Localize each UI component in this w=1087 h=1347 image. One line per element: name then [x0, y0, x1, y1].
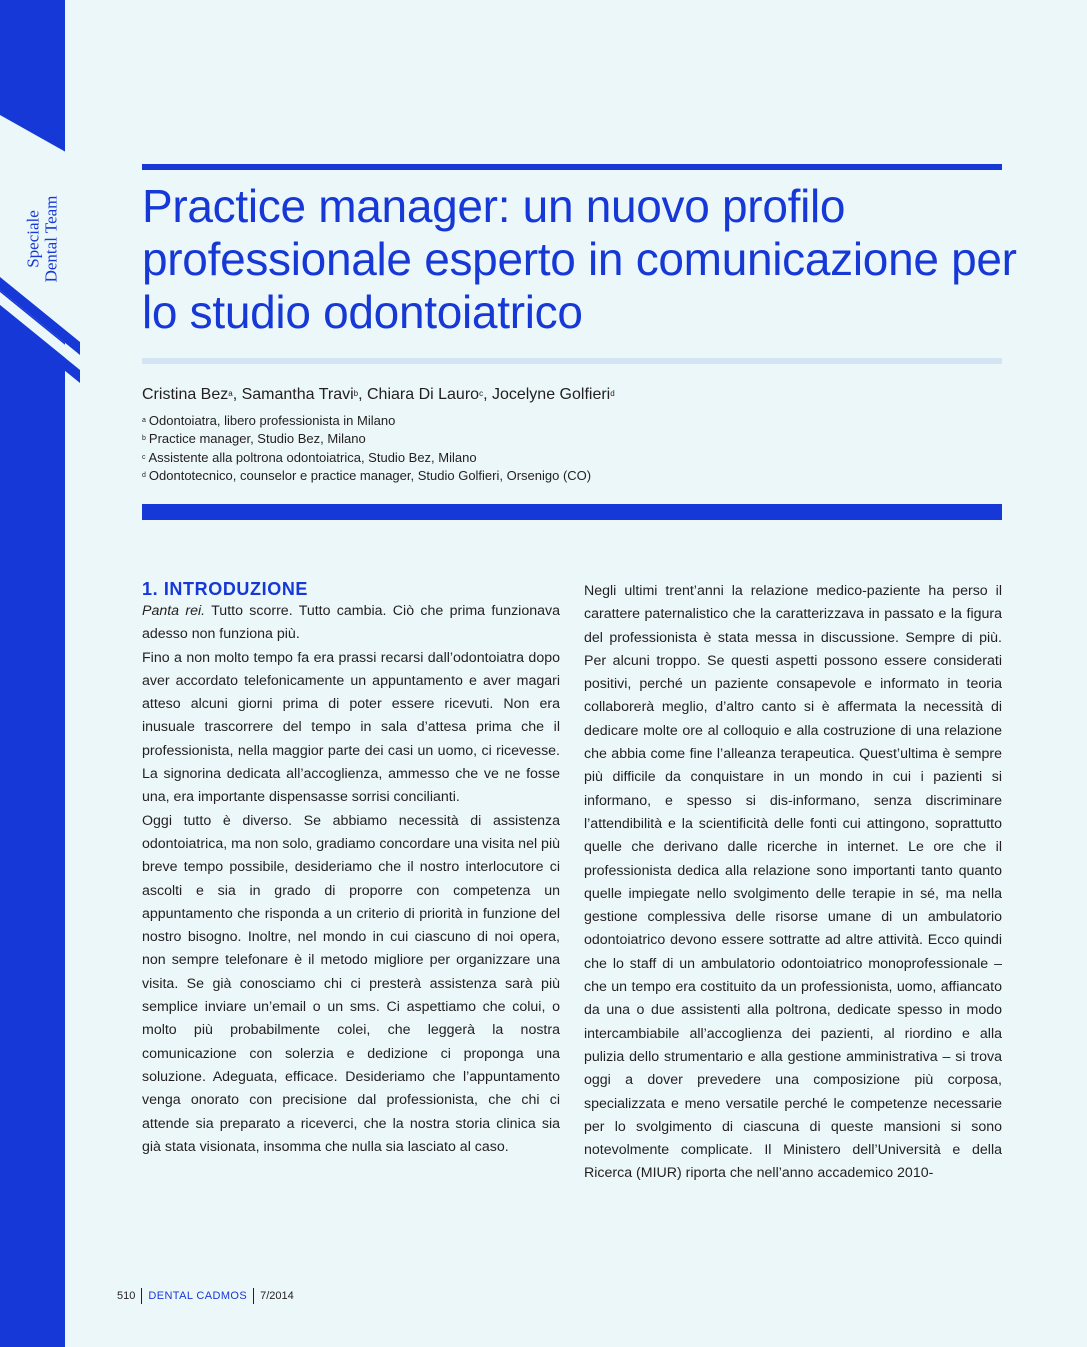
- paragraph-text: Tutto scorre. Tutto cambia. Ciò che prima funzionava adesso non funziona più.: [142, 603, 560, 643]
- affiliation-list: [142, 412, 1002, 485]
- section-tab-line2: Dental Team: [41, 195, 60, 283]
- author-name: Cristina Bez: [142, 386, 229, 403]
- affiliation-mark: a: [142, 417, 146, 424]
- section-tab-line1: Speciale: [23, 210, 42, 268]
- affiliation-mark: d: [142, 471, 146, 479]
- issue-number: 7/2014: [260, 1290, 294, 1302]
- affiliation-text: Practice manager, Studio Bez, Milano: [148, 431, 366, 447]
- section-tab-label: [20, 184, 64, 294]
- author-name: Chiara Di Lauro: [367, 386, 480, 403]
- affiliation-mark: b: [142, 435, 146, 443]
- title-top-rule: [142, 164, 1002, 170]
- paragraph: Negli ultimi trent’anni la relazione medico-paziente ha perso il carattere paternalistico che la caratterizzava in passato e la figura del professionista è stata messa in discussione. Sempre di più. Per alcuni troppo. Se questi aspetti possono essere considerati positivi, perché un paziente consapevole e informato in teoria collaborerà meglio, d’altro canto si è affermata la necessità di dedicare molte ore al colloquio e alla costruzione di una relazione che abbia come fine l’alleanza terapeutica. Quest’ultima è sempre più difficile da conquistare in un mondo in cui i pazienti si informano, e spesso si dis-informano, senza discriminare l’attendibilità e la scientificità delle fonti cui attingono, soprattutto quelle che derivano dalle ricerche in internet. Le ore che il professionista dedica alla relazione sono importanti tanto quanto quelle impiegate nello svolgimento delle terapie in sé, ma nella gestione complessiva delle risorse umane di un ambulatorio odontoiatrico devono essere sottratte ad altre attività. Ecco quindi che lo staff di un ambulatorio odontoiatrico monoprofessionale – che un tempo era costituito da un professionista, uomo, affiancato da una o due assistenti alla poltrona, dedicate spesso in modo intercambiabile all’accoglienza dei pazienti, al riordino e alla pulizia dello strumentario e alla gestione amministrativa – si trova oggi a dover prevedere una composizione più corposa, specializzata e meno versatile perché le competenze necessarie per lo svolgimento di ciascuna di queste mansioni si sono notevolmente complicate. Il Ministero dell’Università e della Ricerca (MIUR) riporta che nell’anno accademico 2010-: [584, 583, 1002, 1182]
- affiliation-text: Assistente alla poltrona odontoiatrica, Studio Bez, Milano: [148, 449, 477, 465]
- author-list: Cristina Bez$^a$, Samantha Travi$^b$, Chiara Di Lauro$^c$, Jocelyne Golfieri$^d$: [142, 386, 615, 403]
- footer-separator: [253, 1288, 254, 1304]
- author-mark: b: [353, 389, 359, 398]
- page-footer: [117, 1287, 294, 1305]
- page-number: 510: [117, 1290, 136, 1302]
- section-number: 1.: [142, 579, 159, 599]
- author-mark: a: [228, 389, 233, 398]
- affiliation-item: [142, 467, 1002, 485]
- italic-phrase: Panta rei.: [142, 603, 206, 619]
- author-name: Samantha Travi: [241, 386, 354, 403]
- paragraph: Fino a non molto tempo fa era prassi recarsi dall’odontoiatra dopo aver accordato telefonicamente un appuntamento e aver magari atteso alcuni giorni prima di poter essere ricevuti. Non era inusuale trascorrere del tempo in sala d’attesa prima che il professionista, nella maggior parte dei casi un uomo, ci ricevesse. La signorina dedicata all’accoglienza, ammesso che ve ne fosse una, era importante dispensasse sorrisi concilianti.: [142, 649, 560, 806]
- header-divider-bar: [142, 504, 1002, 520]
- footer-separator: [141, 1288, 142, 1304]
- section-heading: [142, 578, 560, 600]
- affiliation-item: [142, 412, 1002, 430]
- journal-name: DENTAL CADMOS: [148, 1290, 248, 1302]
- title-bottom-rule: [142, 358, 1002, 364]
- affiliation-text: Odontotecnico, counselor e practice manager, Studio Golfieri, Orsenigo (CO): [148, 467, 592, 483]
- article-title: Practice manager: un nuovo profilo professionale esperto in comunicazione per lo studio odontoiatrico: [142, 180, 1017, 338]
- section-title: INTRODUZIONE: [163, 579, 309, 599]
- paragraph: [142, 600, 560, 647]
- left-column: [142, 578, 560, 1159]
- right-column: [584, 580, 1002, 1186]
- paragraph: Oggi tutto è diverso. Se abbiamo necessità di assistenza odontoiatrica, ma non solo, gradiamo concordare una visita nel più breve tempo possibile, desideriamo che il nostro interlocutore ci ascolti e sia in grado di proporre con competenza un appuntamento che risponda a un criterio di priorità in funzione del nostro bisogno. Inoltre, nel mondo in cui ciascuno di noi opera, non sempre telefonare è il metodo migliore per organizzare una visita. Se già conosciamo chi ci presterà assistenza sarà più semplice inviare un’email o un sms. Ci aspettiamo che colui, o molto più probabilmente colei, che leggerà la nostra comunicazione con solerzia e dedizione ci proponga una soluzione. Adeguata, efficace. Desideriamo che l’appuntamento venga onorato con precisione dal professionista, che chi ci attende sia preparato a riceverci, che la nostra storia clinica sia già stata visionata, insomma che nulla sia lasciato al caso.: [142, 812, 560, 1155]
- affiliation-item: [142, 430, 1002, 448]
- affiliation-item: [142, 449, 1002, 467]
- author-mark: d: [610, 389, 615, 398]
- affiliation-text: Odontoiatra, libero professionista in Milano: [148, 413, 396, 428]
- author-mark: c: [479, 389, 484, 398]
- affiliation-mark: c: [142, 453, 146, 461]
- author-name: Jocelyne Golfieri: [491, 386, 611, 403]
